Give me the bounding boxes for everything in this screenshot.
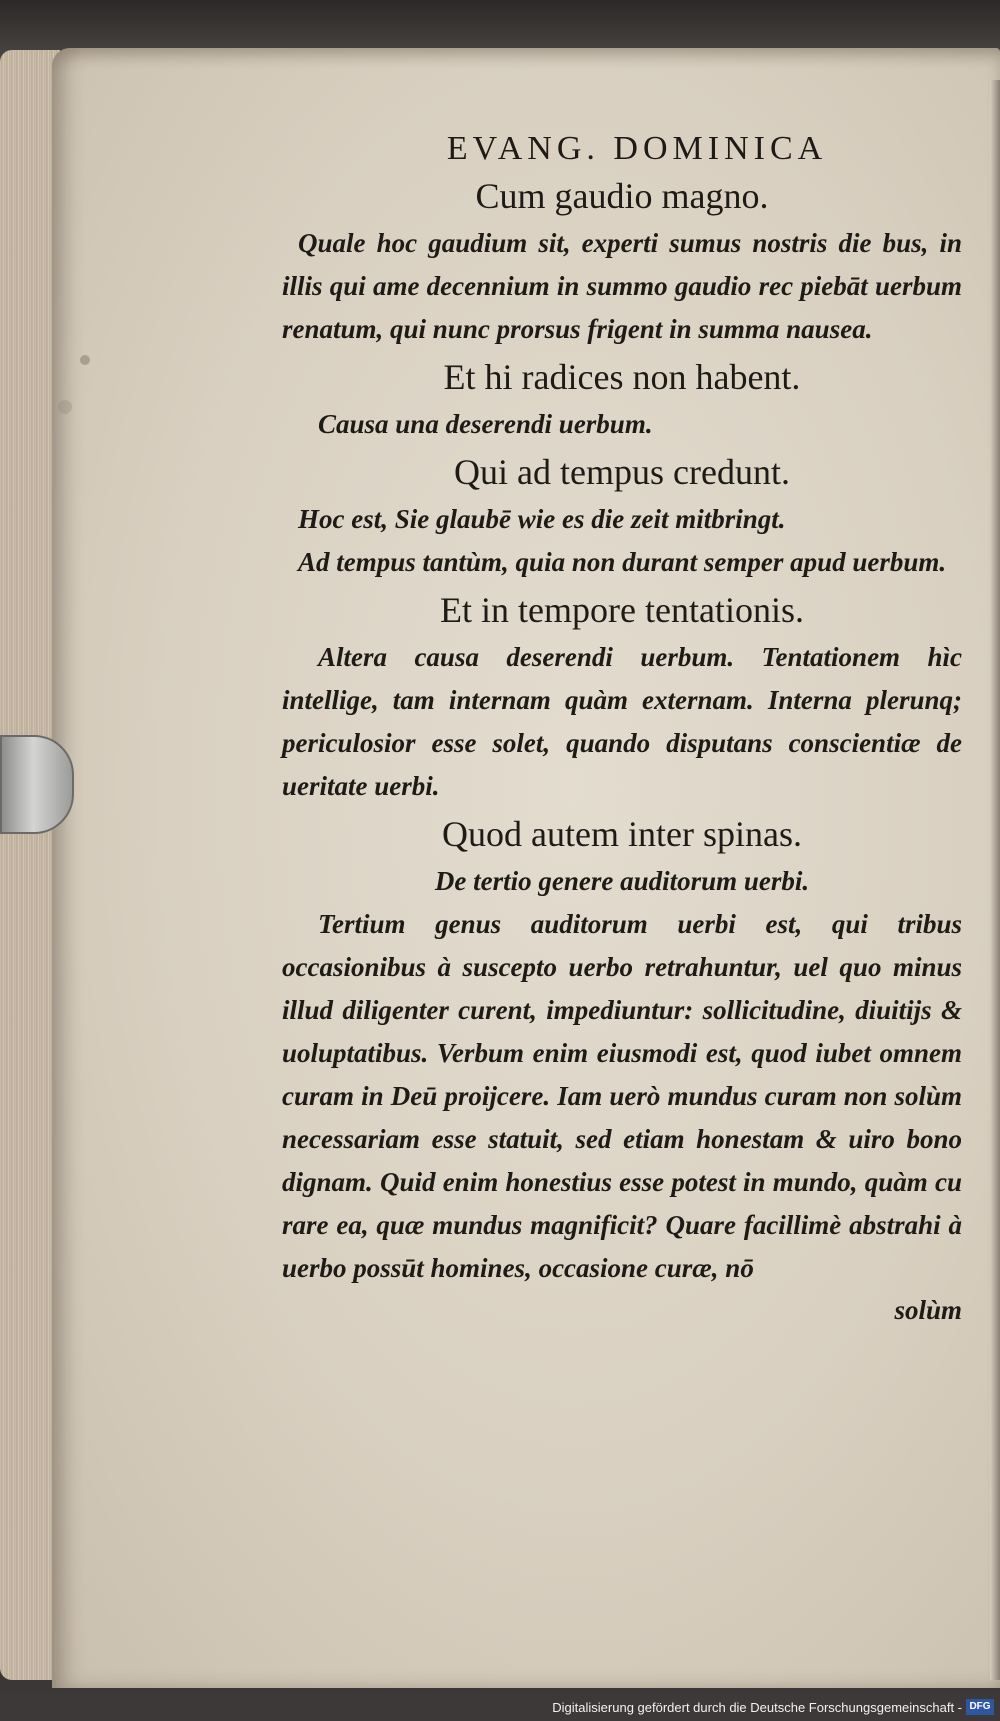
footer-credit: Digitalisierung gefördert durch die Deutsche Forschungsgemeinschaft - — [552, 1700, 962, 1715]
lemma-heading: Et hi radices non habent. — [443, 357, 801, 397]
page-stain — [58, 400, 72, 414]
page-edges — [0, 50, 60, 1680]
running-head: EVANG. DOMINICA — [446, 130, 828, 167]
paragraph: Quale hoc gaudium sit, experti sumus nostris die bus, in illis qui ame decennium in summo gaudio rec piebāt uerbum renatum, qui nunc prorsus frigent in summa nausea. — [282, 228, 962, 344]
catchword: solùm — [894, 1295, 962, 1325]
page-right-edge — [990, 80, 1000, 1680]
paragraph: Ad tempus tantùm, quia non durant semper apud uerbum. — [298, 547, 947, 577]
book-clasp — [0, 735, 74, 834]
dfg-logo: DFG — [966, 1699, 994, 1715]
lemma-heading: Qui ad tempus credunt. — [454, 452, 790, 492]
footer-bar — [0, 1691, 1000, 1721]
lemma-heading: Cum gaudio magno. — [475, 176, 769, 216]
page-stain — [80, 355, 90, 365]
paragraph: Altera causa deserendi uerbum. Tentationem hìc intellige, tam internam quàm externam. Interna plerunq; periculosior esse solet, quando disputans conscientiæ de ueritate uerbi. — [282, 642, 962, 801]
lemma-heading: Et in tempore tentationis. — [440, 590, 804, 630]
section-subtitle: De tertio genere auditorum uerbi. — [434, 866, 810, 896]
page-text — [282, 130, 962, 1330]
paragraph: Hoc est, Sie glaubē wie es die zeit mitbringt. — [298, 504, 786, 534]
paragraph: Causa una deserendi uerbum. — [318, 409, 653, 439]
paragraph: Tertium genus auditorum uerbi est, qui tribus occasionibus à suscepto uerbo retrahuntur, uel quo minus illud diligenter curent, impediuntur: sollicitudine, diuitijs & uoluptatibus. Verbum enim eiusmodi est, quod iubet omnem curam in Deū proijcere. Iam uerò mundus curam non solùm necessariam esse statuit, sed etiam honestam & uiro bono dignam. Quid enim honestius esse potest in mundo, quàm cu rare ea, quæ mundus magnificit? Quare facillimè abstrahi à uerbo possūt homines, occasione curæ, nō — [282, 909, 962, 1283]
lemma-heading: Quod autem inter spinas. — [442, 814, 802, 854]
